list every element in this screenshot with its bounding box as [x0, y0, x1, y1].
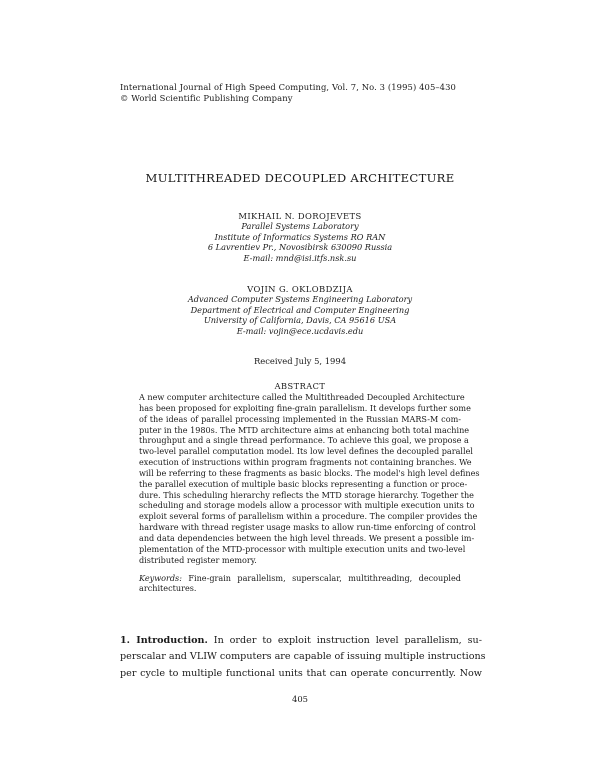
- author-affiliation: Institute of Informatics Systems RO RAN: [214, 231, 386, 242]
- received-date: Received July 5, 1994: [253, 356, 347, 366]
- author-email: E-mail: vojin@ece.ucdavis.edu: [236, 325, 364, 336]
- copyright-line: © World Scientific Publishing Company: [120, 93, 293, 103]
- abstract-line: distributed register memory.: [139, 554, 257, 565]
- keywords-label: Keywords:: [139, 573, 182, 583]
- abstract-line: hardware with thread register usage masks to allow run-time enforcing of control: [139, 522, 476, 533]
- abstract-body: [139, 392, 480, 566]
- author-affiliation: Advanced Computer Systems Engineering Laboratory: [187, 294, 413, 305]
- paper-title: MULTITHREADED DECOUPLED ARCHITECTURE: [145, 171, 455, 185]
- introduction-section: [120, 633, 486, 682]
- abstract-heading: ABSTRACT: [274, 381, 326, 391]
- author-address: 6 Lavrentiev Pr., Novosibirsk 630090 Russia: [207, 242, 393, 253]
- keywords-line: architectures.: [139, 583, 197, 594]
- author-block: [0, 284, 600, 336]
- abstract-line: of the ideas of parallel processing implemented in the Russian MARS-M com-: [139, 413, 461, 424]
- section-heading: 1. Introduction.: [120, 635, 208, 646]
- keywords-line: [139, 573, 461, 583]
- abstract-line: plementation of the MTD-processor with multiple execution units and two-level: [139, 543, 466, 554]
- intro-line: perscalar and VLIW computers are capable of issuing multiple instructions: [120, 651, 486, 663]
- abstract-line: has been proposed for exploiting fine-grain parallelism. It develops further some: [139, 402, 471, 413]
- journal-header: [120, 82, 480, 104]
- author-name: MIKHAIL N. DOROJEVETS: [238, 211, 362, 221]
- abstract-line: exploit several forms of parallelism within a procedure. The compiler provides the: [139, 511, 478, 522]
- abstract-line: and data dependencies between the high level threads. We present a possible im-: [139, 532, 475, 543]
- abstract-line: execution of instructions within program fragments not containing branches. We: [139, 457, 472, 468]
- abstract-line: A new computer architecture called the Multithreaded Decoupled Architecture: [139, 392, 465, 402]
- abstract-line: will be referring to these fragments as basic blocks. The model's high level defines: [139, 467, 480, 478]
- abstract-line: dure. This scheduling hierarchy reflects the MTD storage hierarchy. Together the: [139, 489, 474, 500]
- page-number: 405: [292, 694, 308, 704]
- author-affiliation: Department of Electrical and Computer Engineering: [190, 304, 410, 315]
- author-affiliation: Parallel Systems Laboratory: [241, 221, 359, 232]
- author-block: [0, 211, 600, 263]
- keywords-list: Fine-grain parallelism, superscalar, multithreading, decoupled: [188, 573, 461, 583]
- author-name: VOJIN G. OKLOBDZIJA: [247, 284, 353, 294]
- intro-line: per cycle to multiple functional units that can operate concurrently. Now: [120, 667, 482, 679]
- keywords: [139, 573, 461, 594]
- abstract-line: two-level parallel computation model. Its low level defines the decoupled parallel: [139, 446, 473, 457]
- intro-text: In order to exploit instruction level parallelism, su-: [213, 635, 482, 646]
- author-email: E-mail: mnd@isi.itfs.nsk.su: [243, 252, 357, 263]
- abstract-line: the parallel execution of multiple basic blocks representing a function or proce-: [139, 478, 468, 489]
- author-address: University of California, Davis, CA 95616 USA: [203, 315, 397, 326]
- abstract-line: throughput and a single thread performance. To achieve this goal, we propose a: [139, 435, 469, 446]
- journal-citation: International Journal of High Speed Computing, Vol. 7, No. 3 (1995) 405–430: [120, 82, 456, 92]
- abstract-line: puter in the 1980s. The MTD architecture aims at enhancing both total machine: [139, 424, 470, 435]
- intro-line: [120, 633, 482, 649]
- abstract-line: scheduling and storage models allow a processor with multiple execution units to: [139, 500, 475, 511]
